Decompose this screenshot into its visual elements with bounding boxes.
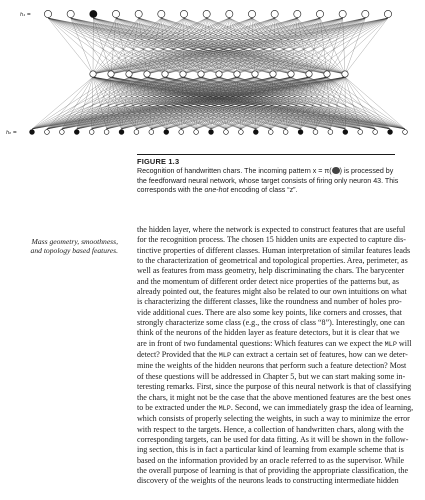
hidden-neuron — [288, 71, 294, 77]
output-neuron — [44, 10, 51, 17]
body-line: the overall purpose of learning is that of providing the appropriate classification, the — [137, 465, 409, 475]
input-neuron — [119, 130, 124, 135]
output-neuron — [339, 10, 346, 17]
figure-label: FIGURE 1.3 — [137, 157, 180, 166]
input-neuron — [89, 130, 94, 135]
output-neuron — [135, 10, 142, 17]
input-neuron — [30, 130, 35, 135]
body-line: strongly characterize some class (e.g., the cross of class “8”). Interestingly, one can — [137, 318, 405, 328]
figure-caption — [137, 167, 399, 196]
input-neuron — [328, 130, 333, 135]
input-neuron — [283, 130, 288, 135]
body-line: think of the neurons of the hidden layer as feature detectors, but it is clear that we — [137, 328, 400, 338]
input-neuron — [149, 130, 154, 135]
input-neuron — [343, 130, 348, 135]
body-line: corresponding targets, can be used for data fitting. As it will be shown in the follow- — [137, 434, 409, 444]
body-text — [137, 225, 414, 487]
input-neuron — [134, 130, 139, 135]
input-neuron — [373, 130, 378, 135]
input-neuron — [238, 130, 243, 135]
hidden-neuron — [180, 71, 186, 77]
connection — [345, 18, 365, 74]
margin-note: Mass geometry, smoothness, and topology based features. — [30, 237, 118, 256]
caption-text-2: ) is processed by the feedforward neural network, whose target consists of firing only neuron 43. This corresponds with the — [137, 167, 399, 195]
body-line: based on the information provided by an oracle referred to as the supervisor. While — [137, 455, 405, 465]
hidden-neuron — [162, 71, 168, 77]
body-line: detect? Provided that the MLP can extract a certain set of features, how can we deter- — [137, 350, 408, 361]
caption-rule — [137, 154, 395, 155]
body-line: vide additional cues. There are also some key points, like corners and crosses, that — [137, 307, 402, 317]
input-neuron — [45, 130, 50, 135]
hidden-neuron — [270, 71, 276, 77]
body-line: and the momentum of different order detect nice properties of the patterns but, as — [137, 276, 399, 286]
body-line: is characterizing the different classes, like the roundness and number of holes pro- — [137, 297, 402, 307]
caption-one-hot: one-hot — [204, 186, 229, 195]
body-line: tinctive properties of different classes. Human interpretation of similar features leads — [137, 245, 411, 255]
output-neuron — [67, 10, 74, 17]
body-line: with respect to the targets. Hence, a collection of handwritten chars, along with the — [137, 424, 404, 434]
input-neuron — [268, 130, 273, 135]
connection — [48, 18, 129, 74]
hidden-neuron — [126, 71, 132, 77]
output-neuron — [180, 10, 187, 17]
output-neuron — [316, 10, 323, 17]
input-neuron — [253, 130, 258, 135]
body-line: mine the weights of the hidden neurons that perform such a feature detection? Most — [137, 361, 407, 371]
output-neuron — [90, 10, 97, 17]
output-neuron — [226, 10, 233, 17]
input-neuron — [164, 130, 169, 135]
hidden-neuron — [108, 71, 114, 77]
body-line: which consists of properly selecting the weights, in such a way to minimize the error — [137, 414, 410, 424]
hidden-neuron — [252, 71, 258, 77]
body-line: to the characterization of geometrical and topological properties. Area, perimeter, as — [137, 256, 408, 266]
body-line: for the recognition process. The chosen 15 hidden units are expected to capture dis- — [137, 235, 406, 245]
connection — [93, 18, 116, 74]
hidden-neuron — [216, 71, 222, 77]
input-neuron — [209, 130, 214, 135]
hidden-neuron — [198, 71, 204, 77]
input-neuron — [298, 130, 303, 135]
hidden-neuron — [306, 71, 312, 77]
hidden-neuron — [144, 71, 150, 77]
output-layer-label: h₁ = — [20, 12, 31, 18]
network-diagram — [0, 0, 425, 152]
body-line: to be extracted under the MLP. Second, we can immediately grasp the idea of learning, — [137, 402, 414, 413]
input-neuron — [179, 130, 184, 135]
body-line: discovery of the weights of the neurons leads to constructing intermediate hidden — [137, 476, 399, 486]
output-neuron — [203, 10, 210, 17]
body-line: of these questions will be addressed in Chapter 5, but we can start making some in- — [137, 371, 406, 381]
body-line: already pointed out, the features might also be related to our own intuitions on what — [137, 287, 407, 297]
body-line: teresting remarks. First, since the purpose of this neural network is that of classifying — [137, 382, 412, 392]
pattern-glyph-icon — [332, 167, 340, 174]
output-neuron — [158, 10, 165, 17]
body-line: well as features from mass geometry, help discriminating the chars. The barycenter — [137, 266, 405, 276]
body-line: ing section, this is in fact a particular kind of learning from example scheme that is — [137, 445, 404, 455]
body-line: are in front of two fundamental questions: Which features can we expect the MLP will — [137, 338, 412, 349]
input-layer-label: h₀ = — [6, 130, 17, 136]
output-neuron — [112, 10, 119, 17]
body-line: the hidden layer, where the network is expected to construct features that are useful — [137, 225, 406, 234]
connection — [48, 18, 147, 74]
input-neuron — [74, 130, 79, 135]
caption-text-1: Recognition of handwritten chars. The incoming pattern x = π( — [137, 167, 332, 175]
input-neuron — [104, 130, 109, 135]
output-neuron — [248, 10, 255, 17]
output-neuron — [362, 10, 369, 17]
hidden-neuron — [324, 71, 330, 77]
input-neuron — [194, 130, 199, 135]
output-neuron — [294, 10, 301, 17]
input-neuron — [59, 130, 64, 135]
output-neuron — [271, 10, 278, 17]
body-paragraph — [137, 225, 414, 487]
caption-text-3: encoding of class “z”. — [228, 186, 298, 195]
input-neuron — [403, 130, 408, 135]
connection — [48, 18, 93, 74]
input-neuron — [313, 130, 318, 135]
body-line: the chars, it might not be the case that the above mentioned features are the best ones — [137, 392, 411, 402]
hidden-neuron — [342, 71, 348, 77]
input-neuron — [224, 130, 229, 135]
input-neuron — [388, 130, 393, 135]
hidden-neuron — [234, 71, 240, 77]
hidden-neuron — [90, 71, 96, 77]
input-neuron — [358, 130, 363, 135]
neural-network-figure — [0, 0, 425, 152]
output-neuron — [384, 10, 391, 17]
